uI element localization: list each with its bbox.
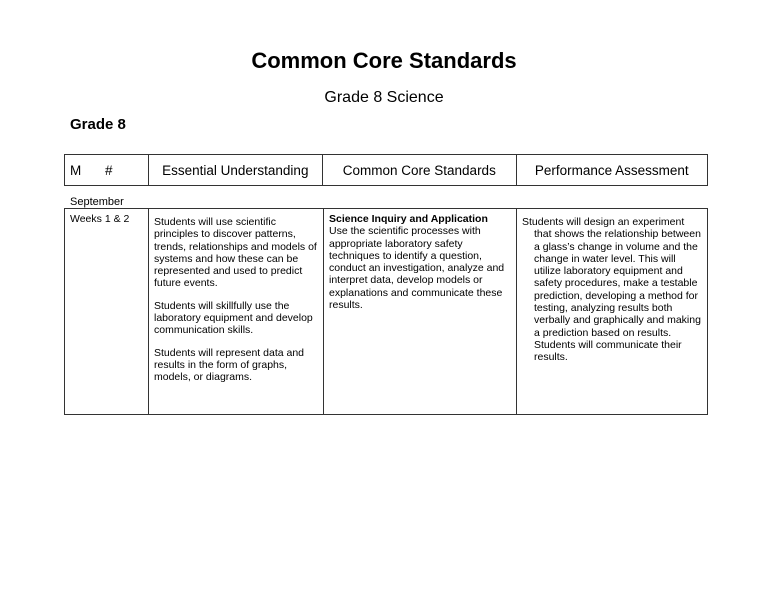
table-row bbox=[65, 209, 708, 415]
header-row bbox=[65, 155, 708, 186]
weeks-cell: Weeks 1 & 2 bbox=[65, 209, 149, 415]
grade-heading: Grade 8 bbox=[70, 116, 126, 133]
column-header-table bbox=[64, 154, 708, 186]
common-core-standards-cell bbox=[324, 209, 517, 415]
header-common-core-standards: Common Core Standards bbox=[323, 155, 517, 186]
performance-assessment-cell bbox=[517, 209, 708, 415]
header-essential-understanding: Essential Understanding bbox=[148, 155, 322, 186]
header-performance-assessment: Performance Assessment bbox=[516, 155, 707, 186]
header-number-label: # bbox=[105, 162, 113, 178]
standards-text: Use the scientific processes with appropriate laboratory safety techniques to identify a question, conduct an investigation, analyze and interpret data, develop models or explanations and communicate these results. bbox=[329, 225, 505, 312]
essential-understanding-cell bbox=[149, 209, 324, 415]
standards-table bbox=[64, 208, 708, 415]
header-m-label: M bbox=[70, 162, 82, 178]
essential-item: Students will use scientific principles to discover patterns, trends, relationships and models of systems and how these can be represented and used to predict future events. bbox=[154, 216, 317, 290]
month-label: September bbox=[70, 196, 124, 208]
standards-heading: Science Inquiry and Application bbox=[329, 213, 488, 225]
header-m-number bbox=[65, 155, 149, 186]
page-title: Common Core Standards bbox=[251, 48, 517, 73]
essential-item: Students will skillfully use the laboratory equipment and develop communication skills. bbox=[154, 299, 313, 337]
assessment-text: Students will design an experiment that shows the relationship between a glass’s change in volume and the change in water level. This will utilize laboratory equipment and safety procedures, make a testable prediction, developing a method for testing, analyzing results both verbally and graphically and making a prediction based on results. Students will communicate their results. bbox=[522, 216, 701, 364]
page-subtitle: Grade 8 Science bbox=[324, 89, 444, 106]
essential-item: Students will represent data and results in the form of graphs, models, or diagrams. bbox=[154, 346, 305, 384]
